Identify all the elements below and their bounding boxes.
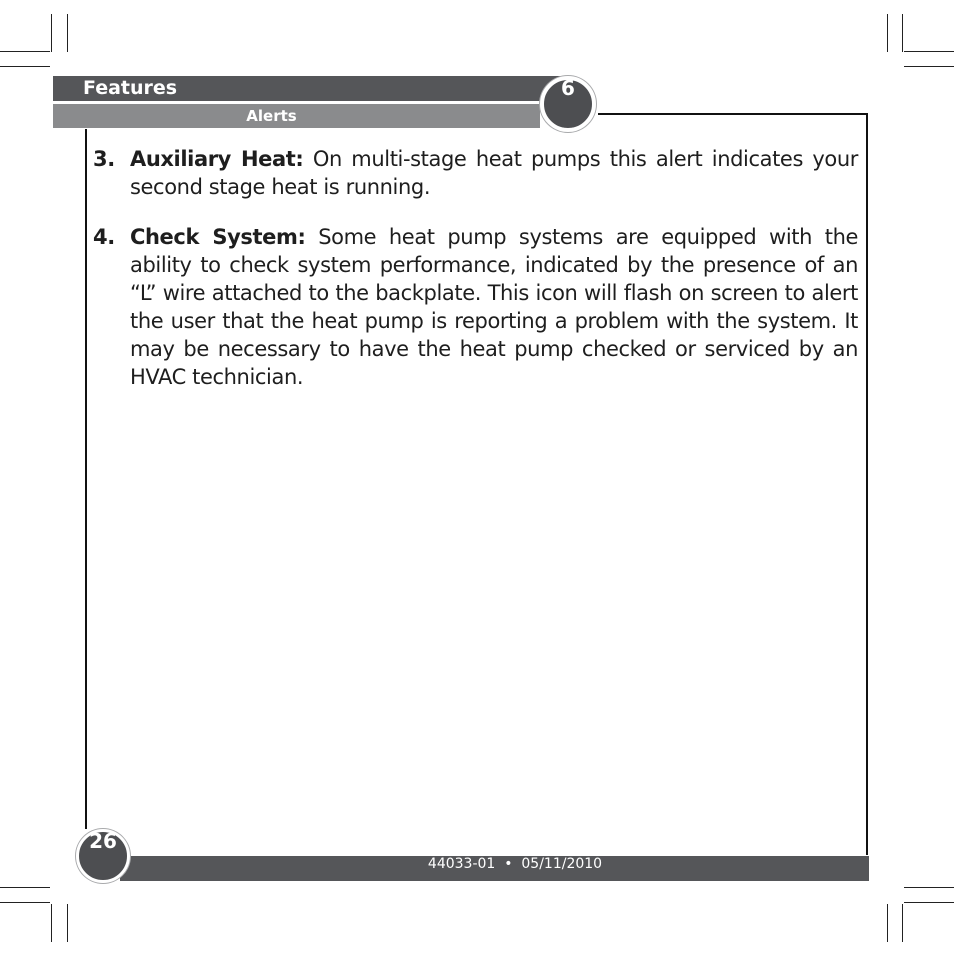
item-number: 3. xyxy=(93,147,115,171)
crop-mark xyxy=(887,904,888,942)
page-number: 26 xyxy=(89,829,117,853)
content-body xyxy=(93,145,858,413)
section-title: Features xyxy=(83,77,178,99)
list-item xyxy=(93,145,858,201)
crop-mark xyxy=(0,902,50,903)
crop-mark xyxy=(887,14,888,52)
frame-left-rule xyxy=(85,129,87,829)
item-label: Check System: xyxy=(130,225,306,249)
chapter-number: 6 xyxy=(561,76,575,100)
crop-mark xyxy=(67,904,68,942)
item-label: Auxiliary Heat: xyxy=(130,147,304,171)
frame-right-rule xyxy=(866,113,868,855)
item-text: On multi-stage heat pumps this alert indicates your second stage heat is running. xyxy=(130,147,859,199)
crop-mark xyxy=(0,51,50,52)
crop-mark xyxy=(904,887,954,888)
crop-mark xyxy=(51,14,52,52)
subsection-title: Alerts xyxy=(246,107,297,125)
crop-mark xyxy=(0,66,50,67)
crop-mark xyxy=(904,902,954,903)
crop-mark xyxy=(67,14,68,52)
item-text: Some heat pump systems are equipped with the ability to check system performance, indicated by the presence of an “L” wire attached to the backplate. This icon will flash on screen to alert the user that the heat pump is reporting a problem with the system. It may be necessary to have the heat pump checked or serviced by an HVAC technician. xyxy=(130,225,858,389)
crop-mark xyxy=(51,904,52,942)
list-item xyxy=(93,223,858,391)
frame-top-rule xyxy=(598,113,868,115)
crop-mark xyxy=(0,887,50,888)
crop-mark xyxy=(902,14,903,52)
crop-mark xyxy=(904,51,954,52)
crop-mark xyxy=(904,66,954,67)
document-info: 44033-01 • 05/11/2010 xyxy=(427,856,603,872)
item-number: 4. xyxy=(93,225,115,249)
crop-mark xyxy=(902,904,903,942)
